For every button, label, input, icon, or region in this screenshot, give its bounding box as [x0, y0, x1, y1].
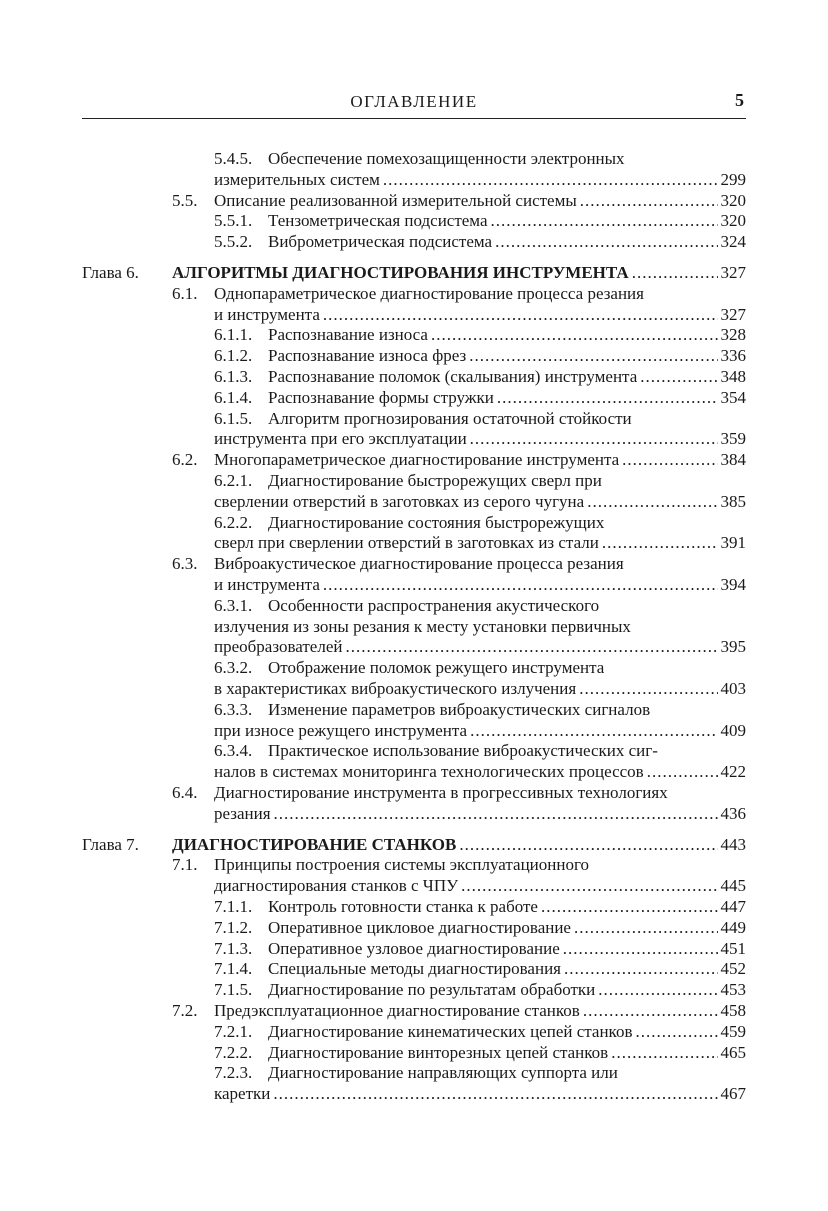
entry-number: 6.1.4.	[214, 387, 253, 407]
entry-title: сверл при сверлении отверстий в заготовках из стали	[214, 533, 599, 553]
entry-number: 6.3.2.	[214, 658, 253, 678]
dot-leader	[469, 345, 717, 366]
toc-entry-row	[214, 574, 746, 595]
entry-title: Оперативное цикловое диагностирование	[268, 917, 571, 937]
toc-entry-line	[214, 553, 624, 574]
entry-title: Диагностирование направляющих суппорта или	[268, 1063, 618, 1083]
entry-page-number: 320	[720, 211, 746, 231]
toc-entry-row	[214, 761, 746, 782]
toc-entry-row	[268, 324, 746, 345]
entry-number: 7.1.1.	[214, 897, 253, 916]
entry-title: Принципы построения системы эксплуатационного	[214, 855, 590, 875]
entry-number: 6.1.1.	[214, 325, 253, 345]
entry-title: ДИАГНОСТИРОВАНИЕ СТАНКОВ	[172, 834, 457, 854]
dot-leader	[574, 917, 718, 938]
entry-page-number: 459	[720, 1021, 746, 1041]
toc-entry-row	[268, 345, 746, 366]
entry-title: Диагностирование быстрорежущих сверл при	[268, 471, 602, 490]
dot-leader	[273, 1083, 717, 1104]
entry-page-number: 394	[720, 575, 746, 594]
entry-number: 6.3.3.	[214, 699, 253, 719]
entry-page-number: 395	[720, 637, 746, 657]
entry-number: 7.1.	[172, 855, 198, 875]
entry-page-number: 336	[720, 346, 746, 366]
toc-entry-row	[214, 428, 746, 449]
entry-number: 6.3.	[172, 554, 198, 574]
entry-page-number: 354	[720, 387, 746, 407]
entry-title: АЛГОРИТМЫ ДИАГНОСТИРОВАНИЯ ИНСТРУМЕНТА	[172, 263, 629, 282]
entry-page-number: 403	[720, 679, 746, 698]
entry-title: и инструмента	[214, 304, 320, 324]
entry-page-number: 299	[720, 169, 746, 189]
entry-title: налов в системах мониторинга технологических процессов	[214, 762, 644, 782]
entry-number: 7.1.3.	[214, 938, 253, 958]
toc-entry-row	[214, 1000, 746, 1021]
entry-page-number: 443	[720, 834, 746, 854]
entry-number: 7.1.2.	[214, 917, 253, 937]
toc-entry-row	[214, 803, 746, 824]
dot-leader	[470, 428, 718, 449]
toc-entry-row	[214, 636, 746, 657]
entry-title: резания	[214, 803, 271, 823]
dot-leader	[632, 262, 718, 283]
dot-leader	[345, 636, 717, 657]
toc-entry-line	[268, 470, 602, 491]
toc-entry-row	[214, 449, 746, 470]
toc-entry-line	[214, 782, 668, 803]
entry-title: сверлении отверстий в заготовках из серого чугуна	[214, 491, 585, 511]
entry-number: 6.1.2.	[214, 346, 253, 366]
entry-title: Описание реализованной измерительной системы	[214, 190, 577, 210]
entry-page-number: 348	[720, 367, 746, 386]
entry-title: Специальные методы диагностирования	[268, 959, 561, 979]
page-number: 5	[735, 90, 744, 110]
entry-title: Диагностирование состояния быстрорежущих	[268, 512, 605, 532]
entry-title: Изменение параметров виброакустических сигналов	[268, 699, 651, 719]
toc-entry-line	[268, 657, 604, 678]
running-title: ОГЛАВЛЕНИЕ	[350, 92, 478, 111]
entry-number: 7.1.5.	[214, 980, 253, 1000]
entry-title: Диагностирование кинематических цепей станков	[268, 1021, 633, 1041]
dot-leader	[491, 210, 718, 231]
entry-title: Распознавание формы стружки	[268, 387, 494, 407]
toc-entry-row	[214, 532, 746, 553]
entry-page-number: 320	[720, 190, 746, 210]
entry-page-number: 422	[720, 762, 746, 782]
entry-number: 7.2.1.	[214, 1021, 253, 1041]
entry-title: Многопараметрическое диагностирование инструмента	[214, 450, 620, 470]
entry-title: инструмента при его эксплуатации	[214, 429, 467, 449]
entry-title: Диагностирование по результатам обработки	[268, 980, 596, 1000]
entry-title: Отображение поломок режущего инструмента	[268, 658, 605, 678]
toc-entry-row	[214, 678, 746, 699]
entry-title: Особенности распространения акустического	[268, 595, 600, 615]
dot-leader	[431, 324, 718, 345]
entry-title: при износе режущего инструмента	[214, 720, 468, 740]
toc-entry-row	[214, 1083, 746, 1104]
entry-page-number: 467	[720, 1084, 746, 1104]
entry-title: Практическое использование виброакустических сиг-	[268, 741, 658, 761]
entry-number: 5.4.5.	[214, 149, 253, 168]
toc-entry-row	[268, 366, 746, 387]
entry-page-number: 409	[720, 720, 746, 740]
entry-page-number: 458	[720, 1001, 746, 1020]
entry-page-number: 452	[720, 959, 746, 979]
dot-leader	[497, 387, 718, 408]
toc-entry-row	[268, 958, 746, 979]
entry-page-number: 391	[720, 533, 746, 553]
dot-leader	[383, 169, 718, 190]
entry-number: 6.2.2.	[214, 512, 253, 532]
dot-leader	[274, 803, 718, 824]
entry-title: преобразователей	[214, 637, 343, 657]
toc-entry-row	[214, 169, 746, 190]
toc-entry-line	[268, 512, 604, 533]
toc-entry-row	[268, 387, 746, 408]
dot-leader	[635, 1021, 717, 1042]
entry-title: диагностирования станков с ЧПУ	[214, 876, 459, 896]
toc-entry-line	[214, 616, 631, 637]
entry-title: Распознавание износа	[268, 325, 428, 345]
entry-title: в характеристиках виброакустического излучения	[214, 679, 577, 698]
entry-page-number: 453	[720, 980, 746, 1000]
entry-number: 6.2.	[172, 450, 198, 470]
entry-title: Обеспечение помехозащищенности электронных	[268, 149, 625, 168]
dot-leader	[495, 231, 717, 252]
entry-title: Однопараметрическое диагностирование процесса резания	[214, 283, 644, 303]
entry-title: измерительных систем	[214, 169, 380, 189]
toc-entry-line	[268, 408, 632, 429]
toc-entry-line	[268, 699, 650, 720]
toc-entry-row	[268, 938, 746, 959]
entry-title: Диагностирование инструмента в прогрессивных технологиях	[214, 783, 668, 802]
entry-title: излучения из зоны резания к месту установки первичных	[214, 616, 631, 636]
toc-entry-row	[214, 491, 746, 512]
toc-entry-line	[268, 148, 625, 169]
entry-number: 6.3.1.	[214, 595, 253, 615]
entry-title: Предэксплуатационное диагностирование станков	[214, 1001, 580, 1020]
entry-number: 7.2.3.	[214, 1063, 253, 1083]
entry-number: 6.2.1.	[214, 471, 253, 490]
chapter-label: Глава 7.	[82, 834, 139, 854]
dot-leader	[323, 304, 718, 325]
entry-title: Алгоритм прогнозирования остаточной стойкости	[268, 408, 632, 428]
entry-title: Диагностирование винторезных цепей станков	[268, 1042, 609, 1062]
dot-leader	[580, 190, 718, 211]
entry-page-number: 327	[720, 304, 746, 324]
toc-entry-row	[268, 917, 746, 938]
entry-page-number: 465	[720, 1042, 746, 1062]
entry-page-number: 445	[720, 876, 746, 896]
entry-title: каретки	[214, 1084, 271, 1104]
entry-page-number: 385	[720, 491, 746, 511]
entry-number: 6.1.5.	[214, 408, 253, 428]
dot-leader	[461, 875, 717, 896]
dot-leader	[587, 491, 717, 512]
entry-title: Виброметрическая подсистема	[268, 232, 493, 252]
entry-title: Распознавание износа фрез	[268, 346, 467, 366]
toc-entry-line	[268, 740, 658, 761]
dot-leader	[640, 366, 717, 387]
entry-number: 7.2.	[172, 1001, 198, 1020]
toc-entry-row	[172, 834, 746, 855]
chapter-label: Глава 6.	[82, 263, 139, 282]
entry-title: Оперативное узловое диагностирование	[268, 938, 560, 958]
dot-leader	[598, 979, 717, 1000]
entry-page-number: 447	[720, 897, 746, 916]
toc-entry-row	[214, 190, 746, 211]
toc-entry-line	[214, 854, 589, 875]
dot-leader	[583, 1000, 718, 1021]
toc-entry-row	[268, 231, 746, 252]
dot-leader	[459, 834, 717, 855]
toc-entry-line	[214, 283, 644, 304]
dot-leader	[323, 574, 718, 595]
entry-page-number: 328	[720, 325, 746, 345]
toc-entry-row	[268, 1042, 746, 1063]
entry-page-number: 384	[720, 450, 746, 470]
toc-entry-line	[268, 1062, 618, 1083]
dot-leader	[564, 958, 718, 979]
toc-entry-row	[172, 262, 746, 283]
dot-leader	[602, 532, 718, 553]
dot-leader	[470, 720, 717, 741]
dot-leader	[611, 1042, 717, 1063]
toc-entry-row	[268, 896, 746, 917]
dot-leader	[563, 938, 718, 959]
entry-page-number: 449	[720, 917, 746, 937]
toc-entry-row	[268, 1021, 746, 1042]
entry-title: Распознавание поломок (скалывания) инструмента	[268, 367, 638, 386]
dot-leader	[541, 896, 718, 917]
toc-entry-row	[214, 304, 746, 325]
toc-entry-row	[214, 875, 746, 896]
entry-number: 6.3.4.	[214, 741, 253, 761]
dot-leader	[647, 761, 718, 782]
entry-number: 6.1.3.	[214, 367, 253, 386]
toc-entry-row	[268, 210, 746, 231]
dot-leader	[579, 678, 717, 699]
entry-number: 5.5.1.	[214, 211, 253, 231]
entry-page-number: 359	[720, 429, 746, 449]
entry-number: 5.5.	[172, 190, 198, 210]
entry-page-number: 451	[720, 938, 746, 958]
entry-page-number: 324	[720, 232, 746, 252]
entry-title: Виброакустическое диагностирование процесса резания	[214, 554, 624, 574]
entry-title: Тензометрическая подсистема	[268, 211, 488, 231]
entry-number: 6.1.	[172, 283, 198, 303]
entry-number: 6.4.	[172, 783, 198, 802]
toc-entry-line	[268, 595, 599, 616]
dot-leader	[622, 449, 717, 470]
entry-number: 7.2.2.	[214, 1042, 253, 1062]
entry-number: 5.5.2.	[214, 232, 253, 252]
entry-page-number: 436	[720, 803, 746, 823]
entry-title: Контроль готовности станка к работе	[268, 897, 538, 916]
toc-entry-row	[214, 720, 746, 741]
entry-page-number: 327	[720, 263, 746, 282]
entry-title: и инструмента	[214, 575, 320, 594]
toc-entry-row	[268, 979, 746, 1000]
entry-number: 7.1.4.	[214, 959, 253, 979]
